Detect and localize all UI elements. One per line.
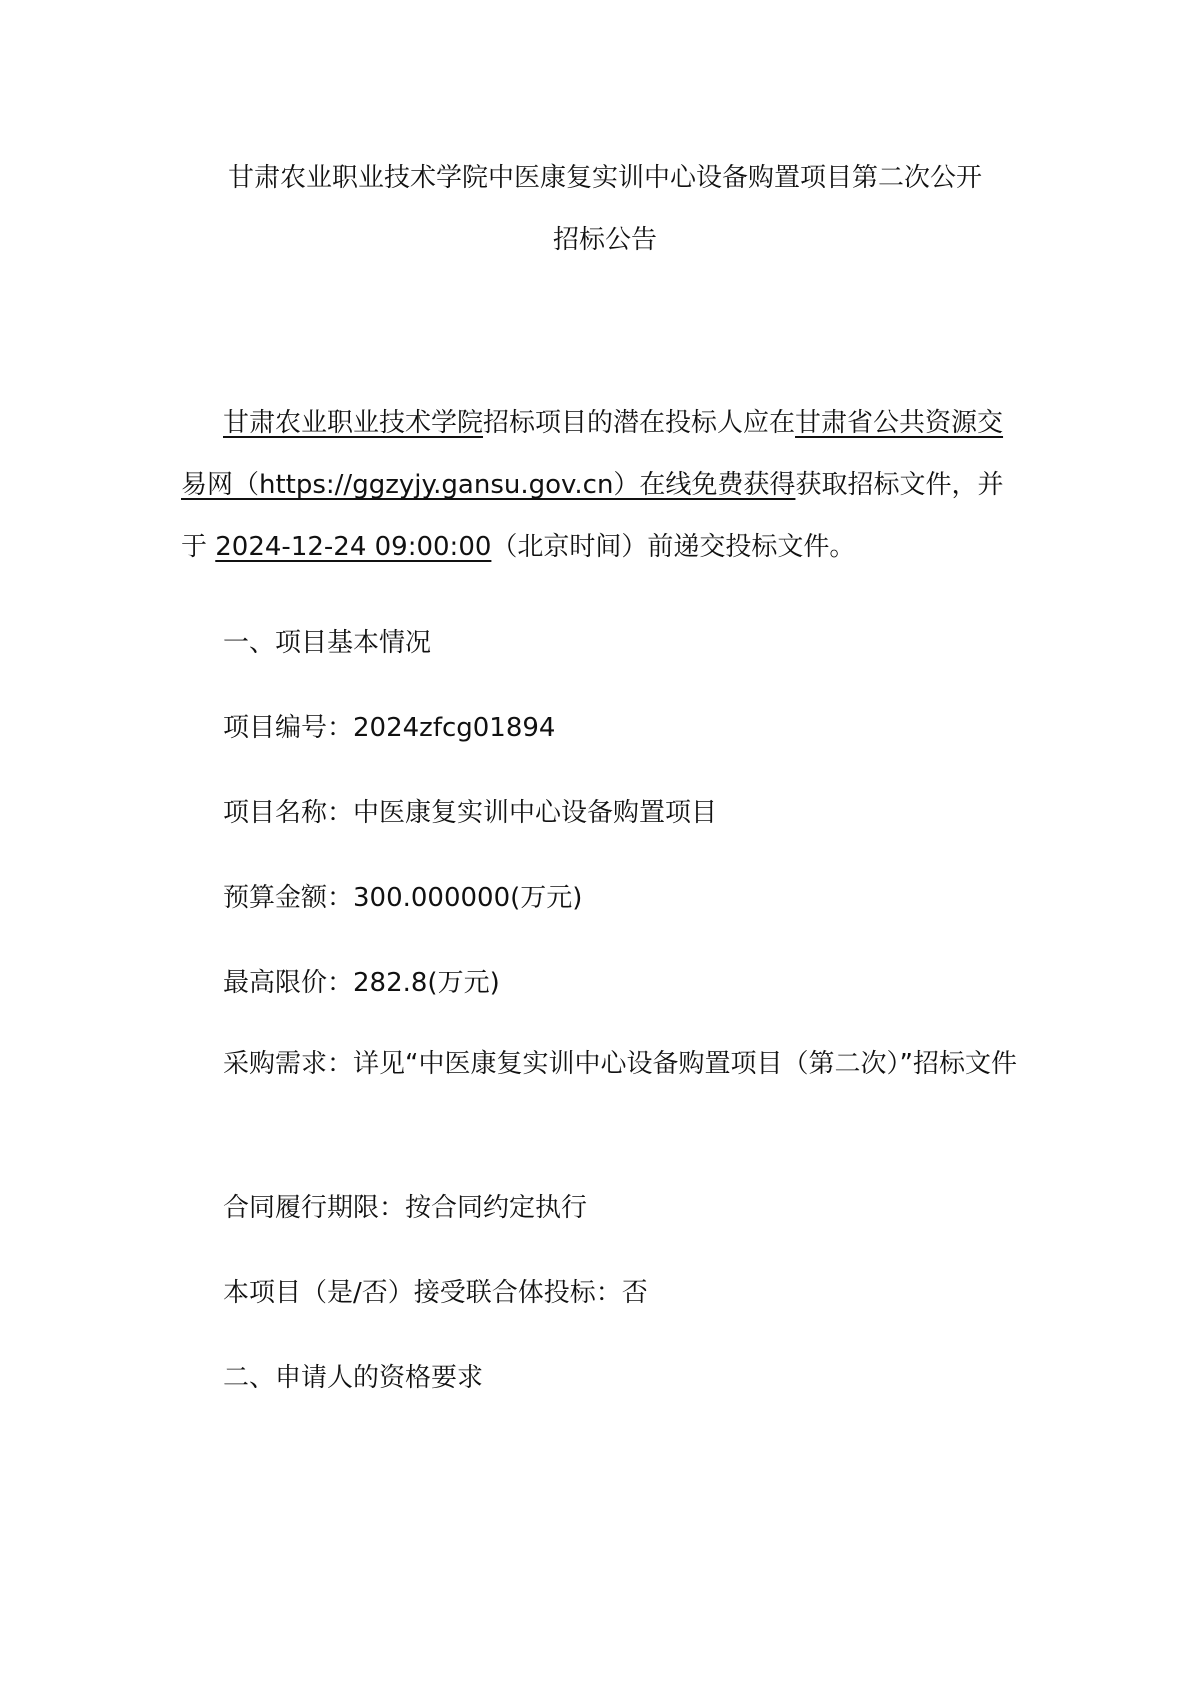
title-line-1: 甘肃农业职业技术学院中医康复实训中心设备购置项目第二次公开 [227,163,982,193]
project-number: 项目编号：2024zfcg01894 [223,713,556,743]
intro-text-1: 招标项目的潜在投标人应在 [483,408,796,438]
section-2-heading: 二、申请人的资格要求 [223,1363,484,1393]
intro-text-2: 获取招标文件，并于 [181,470,1004,562]
budget-amount: 预算金额：300.000000(万元) [223,883,583,913]
contract-term: 合同履行期限：按合同约定执行 [223,1193,588,1223]
consortium-bid: 本项目（是/否）接受联合体投标：否 [223,1278,648,1308]
project-name: 项目名称：中医康复实训中心设备购置项目 [223,798,718,828]
platform-link[interactable]: 甘肃省公共资源交易网（https://ggzyjy.gansu.gov.cn）在线免费获得 [181,408,1004,500]
deadline: 2024-12-24 09:00:00 [215,532,492,562]
document-title [180,147,1030,271]
procurement-requirement: 采购需求：详见“中医康复实训中心设备购置项目（第二次）”招标文件 [223,1049,1017,1079]
title-line-2: 招标公告 [552,225,657,255]
section-1-heading: 一、项目基本情况 [223,628,432,658]
intro-paragraph [181,392,1021,578]
max-price: 最高限价：282.8(万元) [223,968,500,998]
intro-text-3: （北京时间）前递交投标文件。 [491,532,856,562]
purchaser-name: 甘肃农业职业技术学院 [223,408,484,438]
